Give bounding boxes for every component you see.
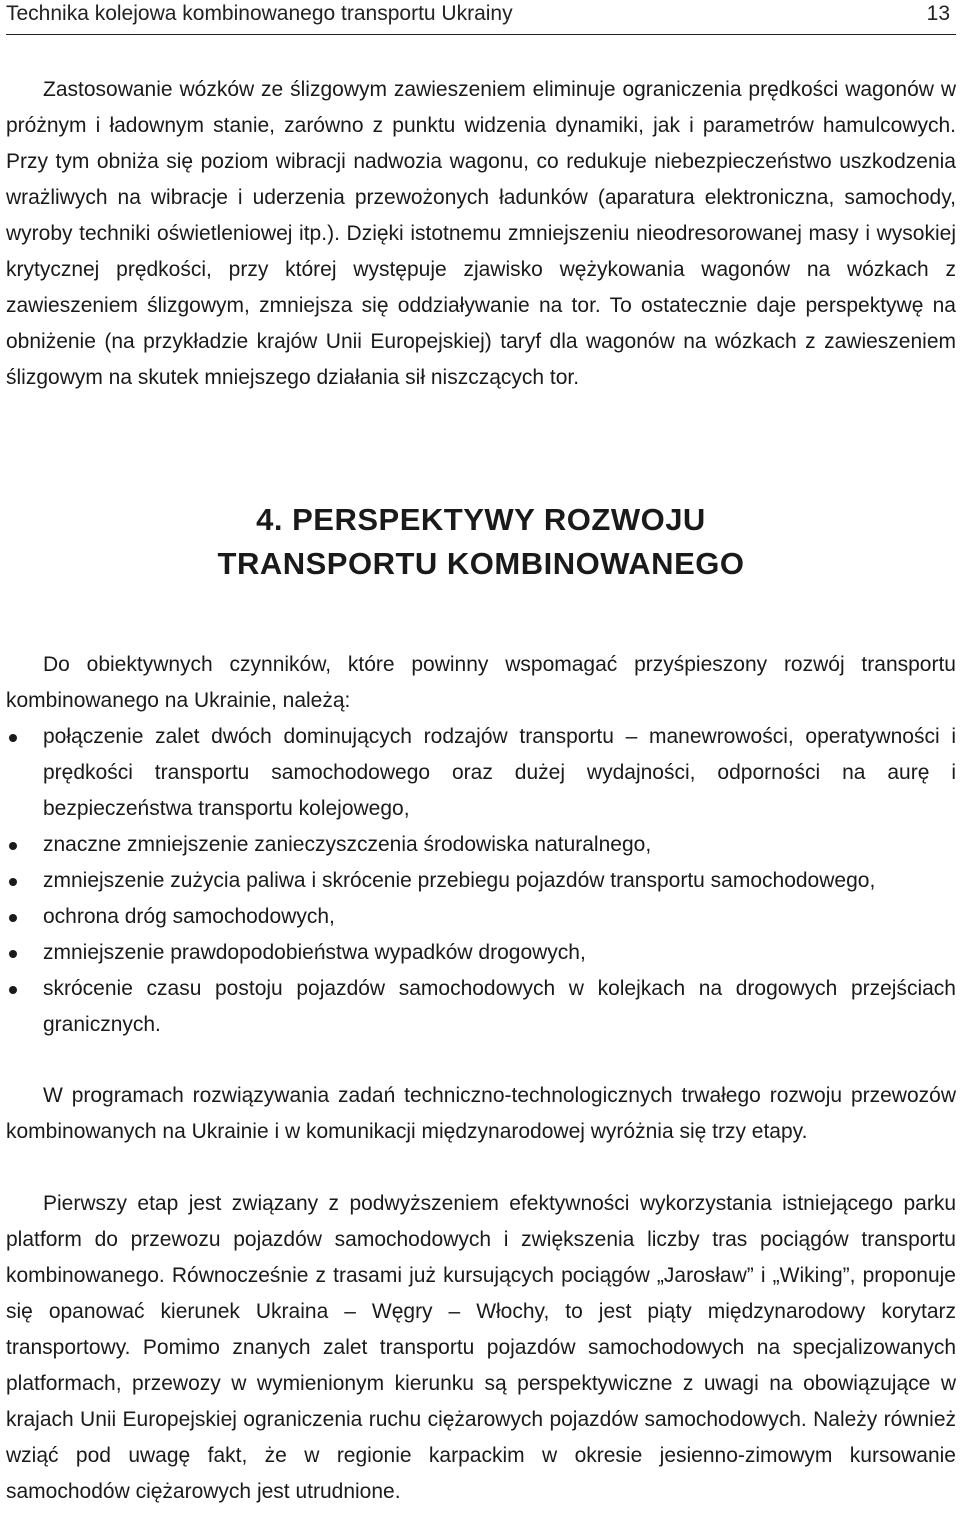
section-heading-line-2: TRANSPORTU KOMBINOWANEGO xyxy=(217,546,745,581)
paragraph-stages: W programach rozwiązywania zadań techniczno-technologicznych trwałego rozwoju przewozów kombinowanych na Ukrainie i w komunikacji międzynarodowej wyróżnia się trzy etapy. xyxy=(6,1084,956,1143)
bullet-icon xyxy=(9,986,17,994)
list-item xyxy=(6,827,956,863)
list-item xyxy=(6,863,956,899)
bullet-icon xyxy=(9,878,17,886)
document-page xyxy=(6,0,956,1538)
list-item-text: zmniejszenie zużycia paliwa i skrócenie przebiegu pojazdów transportu samochodowego, xyxy=(43,869,876,892)
list-item-text: zmniejszenie prawdopodobieństwa wypadków drogowych, xyxy=(43,941,586,964)
list-item-text: skrócenie czasu postoju pojazdów samochodowych w kolejkach na drogowych przejściach granicznych. xyxy=(43,977,956,1036)
section-heading xyxy=(6,498,956,586)
factors-list xyxy=(6,719,956,1043)
header-title: Technika kolejowa kombinowanego transportu Ukrainy xyxy=(6,2,513,25)
list-item-text: znaczne zmniejszenie zanieczyszczenia środowiska naturalnego, xyxy=(43,833,652,856)
section-heading-line-1: 4. PERSPEKTYWY ROZWOJU xyxy=(256,502,706,537)
bullet-icon xyxy=(9,842,17,850)
list-item xyxy=(6,935,956,971)
page-number: 13 xyxy=(926,2,950,25)
bullet-icon xyxy=(9,914,17,922)
list-item xyxy=(6,971,956,1043)
paragraph-first-stage: Pierwszy etap jest związany z podwyższeniem efektywności wykorzystania istniejącego parku platform do przewozu pojazdów samochodowych i zwiększenia liczby tras pociągów transportu kombinowanego. Równocześnie z trasami już kursujących pociągów „Jarosław” i „Wiking”, proponuje się opanować kierunek Ukraina – Węgry – Włochy, to jest piąty międzynarodowy korytarz transportowy. Pomimo znanych zalet transportu pojazdów samochodowych na specjalizowanych platformach, przewozy w wymienionym kierunku są perspektywiczne z uwagi na obowiązujące w krajach Unii Europejskiej ograniczenia ruchu ciężarowych pojazdów samochodowych. Należy również wziąć pod uwagę fakt, że w regionie karpackim w okresie jesienno-zimowym kursowanie samochodów ciężarowych jest utrudnione. xyxy=(6,1192,956,1503)
paragraph-suspension: Zastosowanie wózków ze ślizgowym zawieszeniem eliminuje ograniczenia prędkości wagonów w próżnym i ładownym stanie, zarówno z punktu widzenia dynamiki, jak i parametrów hamulcowych. Przy tym obniża się poziom wibracji nadwozia wagonu, co redukuje niebezpieczeństwo uszkodzenia wrażliwych na wibracje i uderzenia przewożonych ładunków (aparatura elektroniczna, samochody, wyroby techniki oświetleniowej itp.). Dzięki istotnemu zmniejszeniu nieodresorowanej masy i wysokiej krytycznej prędkości, przy której występuje zjawisko wężykowania wagonów na wózkach z zawieszeniem ślizgowym, zmniejsza się oddziaływanie na tor. To ostatecznie daje perspektywę na obniżenie (na przykładzie krajów Unii Europejskiej) taryf dla wagonów na wózkach z zawieszeniem ślizgowym na skutek mniejszego działania sił niszczących tor. xyxy=(6,78,956,389)
list-item xyxy=(6,899,956,935)
paragraph-intro-factors: Do obiektywnych czynników, które powinny wspomagać przyśpieszony rozwój transportu kombinowanego na Ukrainie, należą: xyxy=(6,653,956,712)
running-header xyxy=(6,0,956,35)
list-item-text: ochrona dróg samochodowych, xyxy=(43,905,335,928)
list-item xyxy=(6,719,956,827)
bullet-icon xyxy=(9,950,17,958)
bullet-icon xyxy=(9,734,17,742)
list-item-text: połączenie zalet dwóch dominujących rodzajów transportu – manewrowości, operatywności i prędkości transportu samochodowego oraz dużej wydajności, odporności na aurę i bezpieczeństwa transportu kolejowego, xyxy=(43,725,956,820)
